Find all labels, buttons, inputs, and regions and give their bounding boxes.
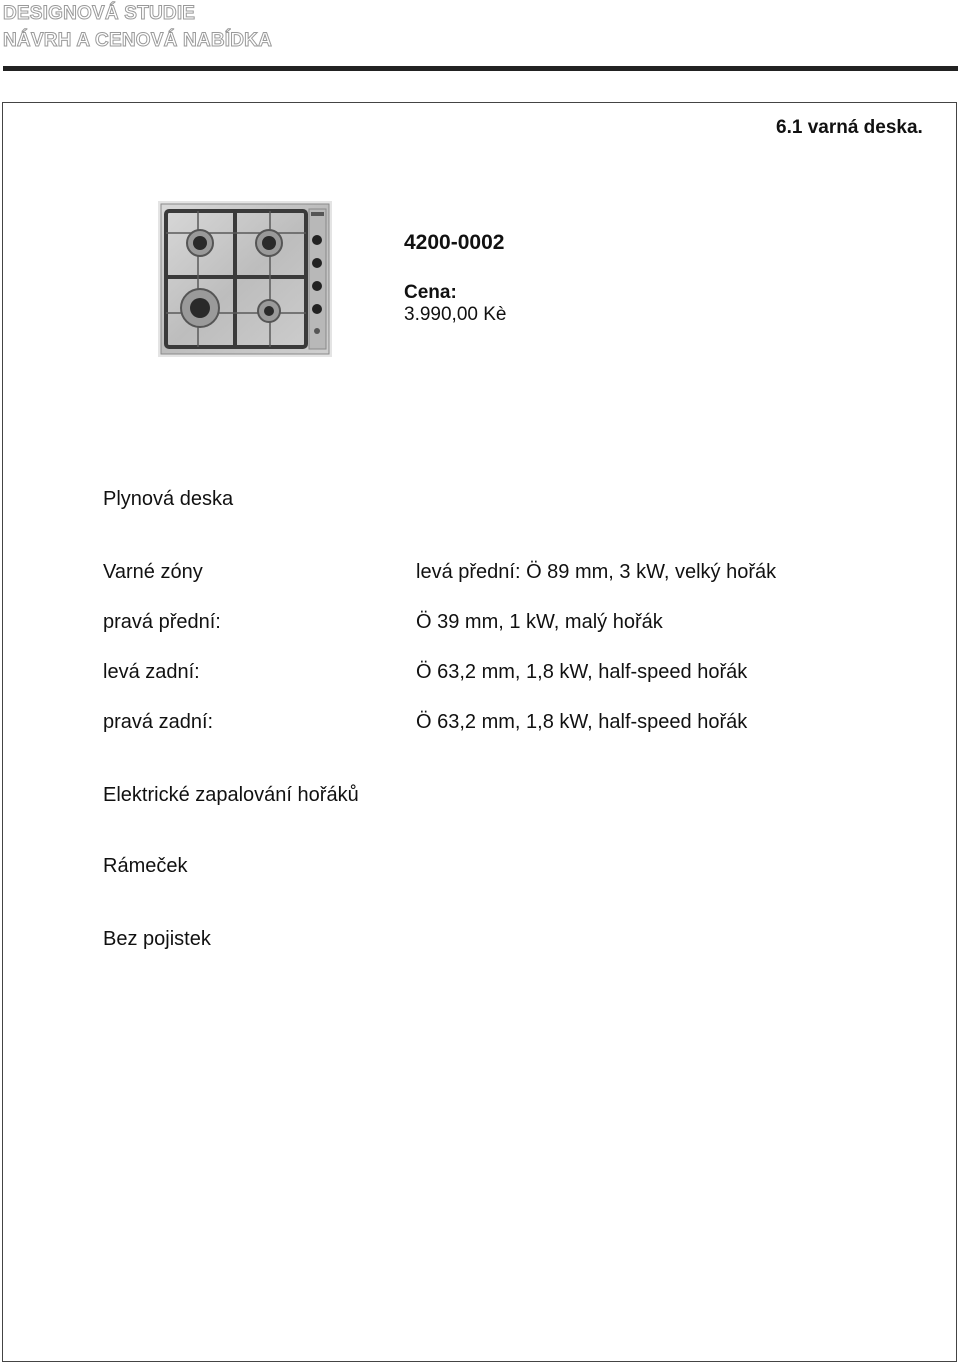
header-title-line1: DESIGNOVÁ STUDIE <box>3 3 196 24</box>
feature-item: Elektrické zapalování hořáků <box>103 784 359 806</box>
header-title-line2: NÁVRH A CENOVÁ NABÍDKA <box>3 30 272 51</box>
zone-value: Ö 63,2 mm, 1,8 kW, half-speed hořák <box>416 661 748 683</box>
price-value: 3.990,00 Kè <box>404 304 507 325</box>
zone-label: pravá přední: <box>103 611 221 633</box>
zone-value: Ö 63,2 mm, 1,8 kW, half-speed hořák <box>416 711 748 733</box>
zone-value: Ö 39 mm, 1 kW, malý hořák <box>416 611 663 633</box>
feature-item: Bez pojistek <box>103 928 211 950</box>
zone-label: pravá zadní: <box>103 711 214 733</box>
section-title: 6.1 varná deska. <box>776 117 923 138</box>
gas-hob-icon <box>158 201 332 357</box>
zone-value: levá přední: Ö 89 mm, 3 kW, velký hořák <box>416 561 777 583</box>
header-divider <box>3 66 958 71</box>
product-type: Plynová deska <box>103 488 234 510</box>
zone-label: levá zadní: <box>103 661 200 683</box>
price-label: Cena: <box>404 282 457 303</box>
feature-item: Rámeček <box>103 855 188 877</box>
product-image <box>158 201 332 357</box>
product-code: 4200-0002 <box>404 231 505 254</box>
zones-heading: Varné zóny <box>103 561 203 583</box>
